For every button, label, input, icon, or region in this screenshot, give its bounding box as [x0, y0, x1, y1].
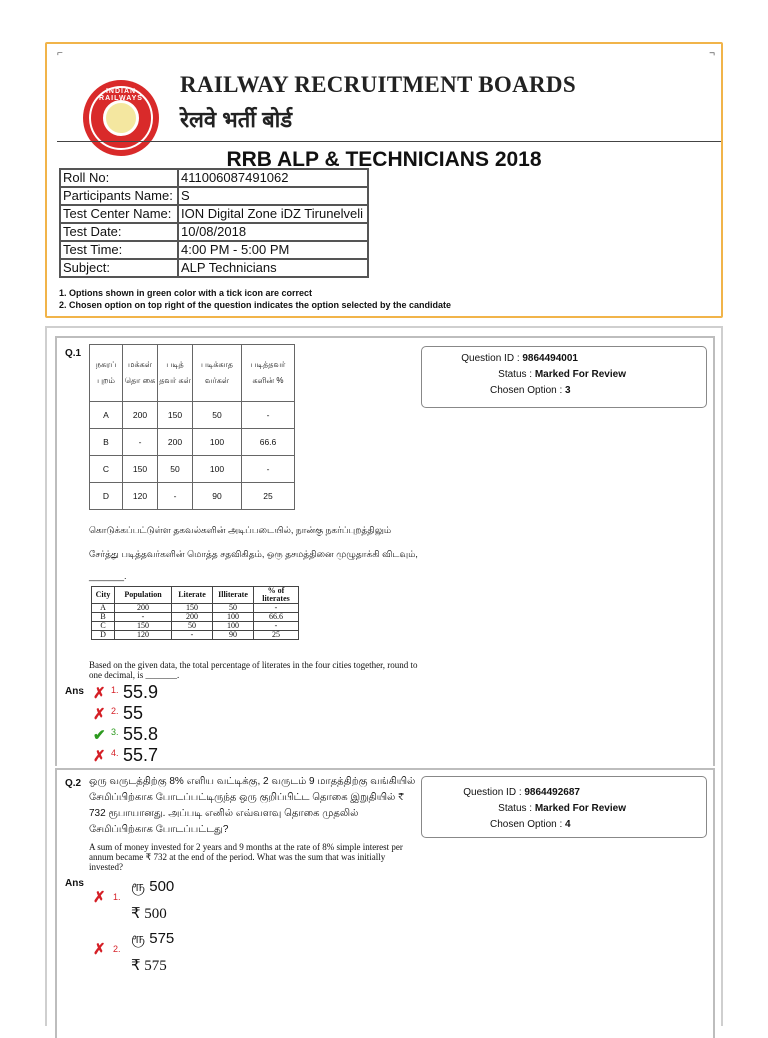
option-number: 2.	[111, 706, 119, 716]
answer-label: Ans	[65, 686, 84, 697]
info-label: Test Time:	[60, 241, 178, 259]
table-cell: 100	[193, 429, 242, 456]
table-cell: 50	[158, 456, 193, 483]
table-cell: 120	[115, 631, 172, 640]
option-value: 55.9	[123, 682, 159, 702]
cross-icon: ✗	[93, 889, 106, 906]
candidate-info-table	[59, 168, 369, 278]
table-cell: 50	[172, 622, 213, 631]
question-block-2	[55, 768, 715, 1038]
info-value: 411006087491062	[178, 169, 368, 187]
table-header-cell: Illiterate	[213, 587, 254, 604]
crop-mark: ¬	[709, 48, 715, 59]
table-header-cell: படித் தவர் கள்	[158, 345, 193, 402]
question-block-1	[55, 336, 715, 766]
table-cell: A	[90, 402, 123, 429]
table-row	[90, 429, 295, 456]
cross-icon: ✗	[93, 685, 106, 702]
table-header-cell: Literate	[172, 587, 213, 604]
table-cell: -	[123, 429, 158, 456]
table-cell: 200	[115, 604, 172, 613]
table-row	[90, 483, 295, 510]
table-cell: -	[242, 456, 295, 483]
question-id: Question ID : 9864492687	[463, 787, 580, 798]
option-number: 4.	[111, 748, 119, 758]
chosen-option: Chosen Option : 4	[490, 819, 571, 830]
cross-icon: ✗	[93, 706, 106, 723]
option-value-tamil: ரூ 500	[131, 878, 175, 895]
cross-icon: ✗	[93, 941, 106, 958]
question-text-tamil: ஒரு வருடத்திற்கு 8% எளிய வட்டிக்கு, 2 வருடம் 9 மாதத்திற்கு வங்கியில் சேமிப்பிற்காக போடப்பட்டிருந்த ஒரு குறிப்பிட்ட தொகை இறுதியில் ₹ 732 ரூபாயானது. அப்படி எனில் எவ்வளவு தொகை முதலில் சேமிப்பிற்காக போடப்பட்டது?	[89, 776, 416, 835]
option-number: 2.	[113, 944, 121, 954]
header-card	[45, 42, 723, 318]
table-cell: 150	[115, 622, 172, 631]
instruction-line: 1. Options shown in green color with a tick icon are correct	[59, 288, 313, 298]
table-header-row	[90, 345, 295, 402]
crop-mark: ⌐	[57, 48, 63, 59]
question-meta-panel	[421, 776, 707, 838]
question-meta-panel	[421, 346, 707, 408]
header-divider	[57, 141, 721, 142]
exam-title: RRB ALP & TECHNICIANS 2018	[226, 148, 542, 171]
table-cell: 66.6	[242, 429, 295, 456]
table-cell: -	[158, 483, 193, 510]
table-cell: 200	[172, 613, 213, 622]
option-number: 1.	[111, 685, 119, 695]
candidate-info-row	[60, 241, 368, 259]
instructions	[59, 287, 451, 311]
info-value: 10/08/2018	[178, 223, 368, 241]
table-cell: C	[92, 622, 115, 631]
table-cell: B	[92, 613, 115, 622]
option-number: 3.	[111, 727, 119, 737]
table-header-cell: படித்தவர் களின் %	[242, 345, 295, 402]
question-number: Q.2	[65, 778, 82, 789]
info-label: Subject:	[60, 259, 178, 277]
table-header-cell: City	[92, 587, 115, 604]
option-number: 1.	[113, 892, 121, 902]
table-cell: -	[172, 631, 213, 640]
table-cell: 100	[193, 456, 242, 483]
question-id: Question ID : 9864494001	[461, 353, 578, 364]
instruction-line: 2. Chosen option on top right of the question indicates the option selected by the candidate	[59, 300, 452, 310]
org-name-english: RAILWAY RECRUITMENT BOARDS	[180, 72, 576, 97]
candidate-info-row	[60, 259, 368, 277]
table-cell: C	[90, 456, 123, 483]
question-table-english	[91, 586, 299, 640]
question-table-tamil	[89, 344, 295, 510]
table-cell: A	[92, 604, 115, 613]
table-cell: 50	[193, 402, 242, 429]
option-value: 55.8	[123, 724, 159, 744]
table-row	[90, 402, 295, 429]
option-value: 55.7	[123, 745, 159, 765]
info-value: S	[178, 187, 368, 205]
org-name-hindi: रेलवे भर्ती बोर्ड	[180, 107, 293, 132]
table-header-cell: % of literates	[254, 587, 299, 604]
table-cell: D	[90, 483, 123, 510]
table-cell: 100	[213, 622, 254, 631]
table-header-cell: Population	[115, 587, 172, 604]
table-cell: B	[90, 429, 123, 456]
table-cell: 100	[213, 613, 254, 622]
table-cell: 120	[123, 483, 158, 510]
candidate-info-row	[60, 169, 368, 187]
option-value-tamil: ரூ 575	[131, 930, 175, 947]
question-text-tamil-3: _______.	[89, 571, 127, 581]
table-cell: -	[115, 613, 172, 622]
table-cell: 90	[193, 483, 242, 510]
question-status: Status : Marked For Review	[498, 803, 626, 814]
table-cell: D	[92, 631, 115, 640]
table-row	[92, 631, 299, 640]
info-label: Participants Name:	[60, 187, 178, 205]
table-row	[90, 456, 295, 483]
info-value: 4:00 PM - 5:00 PM	[178, 241, 368, 259]
question-text-tamil-2: சேர்த்து படித்தவர்களின் மொத்த சதவிகிதம், ஒரு தசமத்தினை முழுதாக்கி விடவும்,	[89, 549, 418, 559]
info-label: Roll No:	[60, 169, 178, 187]
table-cell: 200	[158, 429, 193, 456]
table-cell: 150	[172, 604, 213, 613]
check-icon: ✔	[93, 727, 106, 744]
table-cell: 66.6	[254, 613, 299, 622]
question-text-tamil-1: கொடுக்கப்பட்டுள்ள தகவல்களின் அடிப்படையில், நான்கு நகர்ப்புறத்திலும்	[89, 525, 392, 535]
table-cell: 150	[158, 402, 193, 429]
info-label: Test Date:	[60, 223, 178, 241]
table-cell: 90	[213, 631, 254, 640]
answer-label: Ans	[65, 878, 84, 889]
question-text-english: Based on the given data, the total percentage of literates in the four cities together, round to one decimal, is _______.	[89, 660, 418, 680]
option-value: 55	[123, 703, 144, 723]
table-header-row	[92, 587, 299, 604]
table-row	[92, 622, 299, 631]
cross-icon: ✗	[93, 748, 106, 765]
candidate-info-row	[60, 187, 368, 205]
question-text-english: A sum of money invested for 2 years and 9 months at the rate of 8% simple interest per annum became ₹ 732 at the end of the period. What was the sum that was initially invested?	[89, 842, 403, 872]
table-header-cell: படிக்காத வர்கள்	[193, 345, 242, 402]
indian-railways-logo: INDIAN RAILWAYS	[83, 80, 159, 156]
table-cell: 200	[123, 402, 158, 429]
table-cell: -	[242, 402, 295, 429]
info-value: ALP Technicians	[178, 259, 368, 277]
table-cell: 25	[242, 483, 295, 510]
candidate-info-row	[60, 223, 368, 241]
table-cell: 150	[123, 456, 158, 483]
option-value-english: ₹ 500	[131, 906, 167, 922]
table-cell: -	[254, 622, 299, 631]
table-cell: 25	[254, 631, 299, 640]
candidate-info-row	[60, 205, 368, 223]
table-header-cell: மக்கள் தொ கை	[123, 345, 158, 402]
chosen-option: Chosen Option : 3	[490, 385, 571, 396]
table-header-cell: நகரப் புறம்	[90, 345, 123, 402]
table-cell: -	[254, 604, 299, 613]
question-paper	[45, 326, 723, 1026]
table-cell: 50	[213, 604, 254, 613]
info-value: ION Digital Zone iDZ Tirunelveli	[178, 205, 368, 223]
question-number: Q.1	[65, 348, 82, 359]
question-status: Status : Marked For Review	[498, 369, 626, 380]
option-value-english: ₹ 575	[131, 958, 167, 974]
info-label: Test Center Name:	[60, 205, 178, 223]
